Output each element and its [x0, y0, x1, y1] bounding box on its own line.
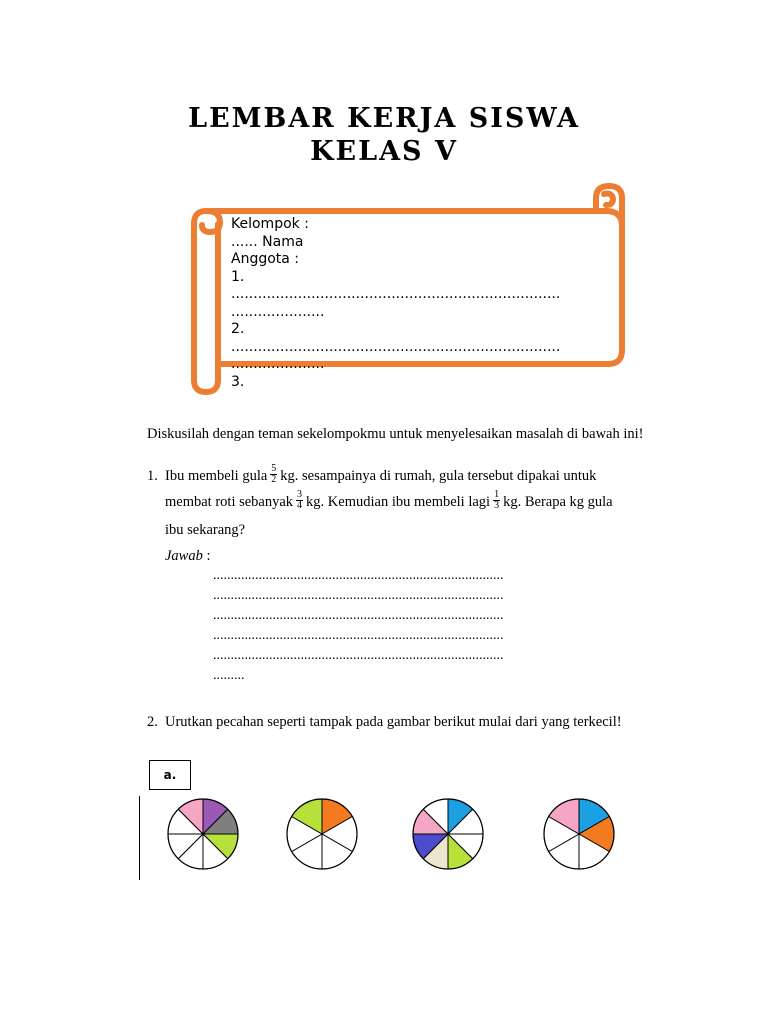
- question1-number: 1.: [147, 468, 158, 484]
- question1-line3: ibu sekarang?: [165, 522, 246, 538]
- figure-label: a.: [149, 760, 191, 790]
- worksheet-title: LEMBAR KERJA SISWA: [188, 103, 580, 134]
- fraction: [296, 490, 303, 511]
- q1-text: kg. Berapa kg gula: [503, 494, 613, 510]
- group-line: Kelompok :: [231, 216, 309, 232]
- fraction-circle-3: [410, 796, 486, 872]
- group-info: [231, 216, 623, 396]
- fraction-circle-4: [541, 796, 617, 872]
- group-line: ...... Nama: [231, 233, 304, 250]
- fraction-circle-2: [284, 796, 360, 872]
- answer-line: ...................................................................................: [213, 608, 504, 623]
- group-line: .....................: [231, 303, 325, 320]
- fraction-numerator: 1: [494, 489, 500, 501]
- question2-text: Urutkan pecahan seperti tampak pada gambar berikut mulai dari yang terkecil!: [165, 714, 622, 730]
- group-line: ..........................................................................: [231, 286, 561, 302]
- fraction-denominator: 3: [494, 500, 500, 512]
- fraction-denominator: 4: [297, 500, 303, 512]
- fraction: [270, 464, 277, 485]
- question1-line1: [165, 463, 597, 487]
- group-line: 3.: [231, 373, 245, 390]
- group-line: 1.: [231, 268, 245, 285]
- group-line: ..........................................................................: [231, 338, 561, 355]
- q1-text: membat roti sebanyak: [165, 494, 294, 510]
- group-line: .....................: [231, 356, 325, 372]
- group-line: 2.: [231, 321, 245, 337]
- answer-line: .........: [213, 668, 245, 683]
- fraction-numerator: 5: [271, 463, 277, 475]
- fraction: [493, 490, 500, 511]
- fraction-denominator: 2: [271, 474, 277, 486]
- class-title: KELAS V: [310, 136, 458, 167]
- q1-text: kg. sesampainya di rumah, gula tersebut dipakai untuk: [280, 468, 597, 484]
- fraction-numerator: 3: [297, 489, 303, 501]
- fraction-circle-1: [165, 796, 241, 872]
- instructions: Diskusilah dengan teman sekelompokmu untuk menyelesaikan masalah di bawah ini!: [147, 426, 644, 442]
- q1-text: Ibu membeli gula: [165, 468, 268, 484]
- question1-line2: [165, 489, 613, 513]
- answer-line: ...................................................................................: [213, 568, 504, 583]
- answer-line: ...................................................................................: [213, 628, 504, 643]
- answer-line: ...................................................................................: [213, 648, 504, 663]
- answer-label-text: Jawab: [165, 548, 203, 564]
- answer-line: ...................................................................................: [213, 588, 504, 603]
- answer-label: [165, 546, 211, 566]
- q1-text: kg. Kemudian ibu membeli lagi: [306, 494, 491, 510]
- group-line: Anggota :: [231, 251, 300, 267]
- question2-number: 2.: [147, 714, 158, 730]
- answer-colon: :: [202, 548, 211, 564]
